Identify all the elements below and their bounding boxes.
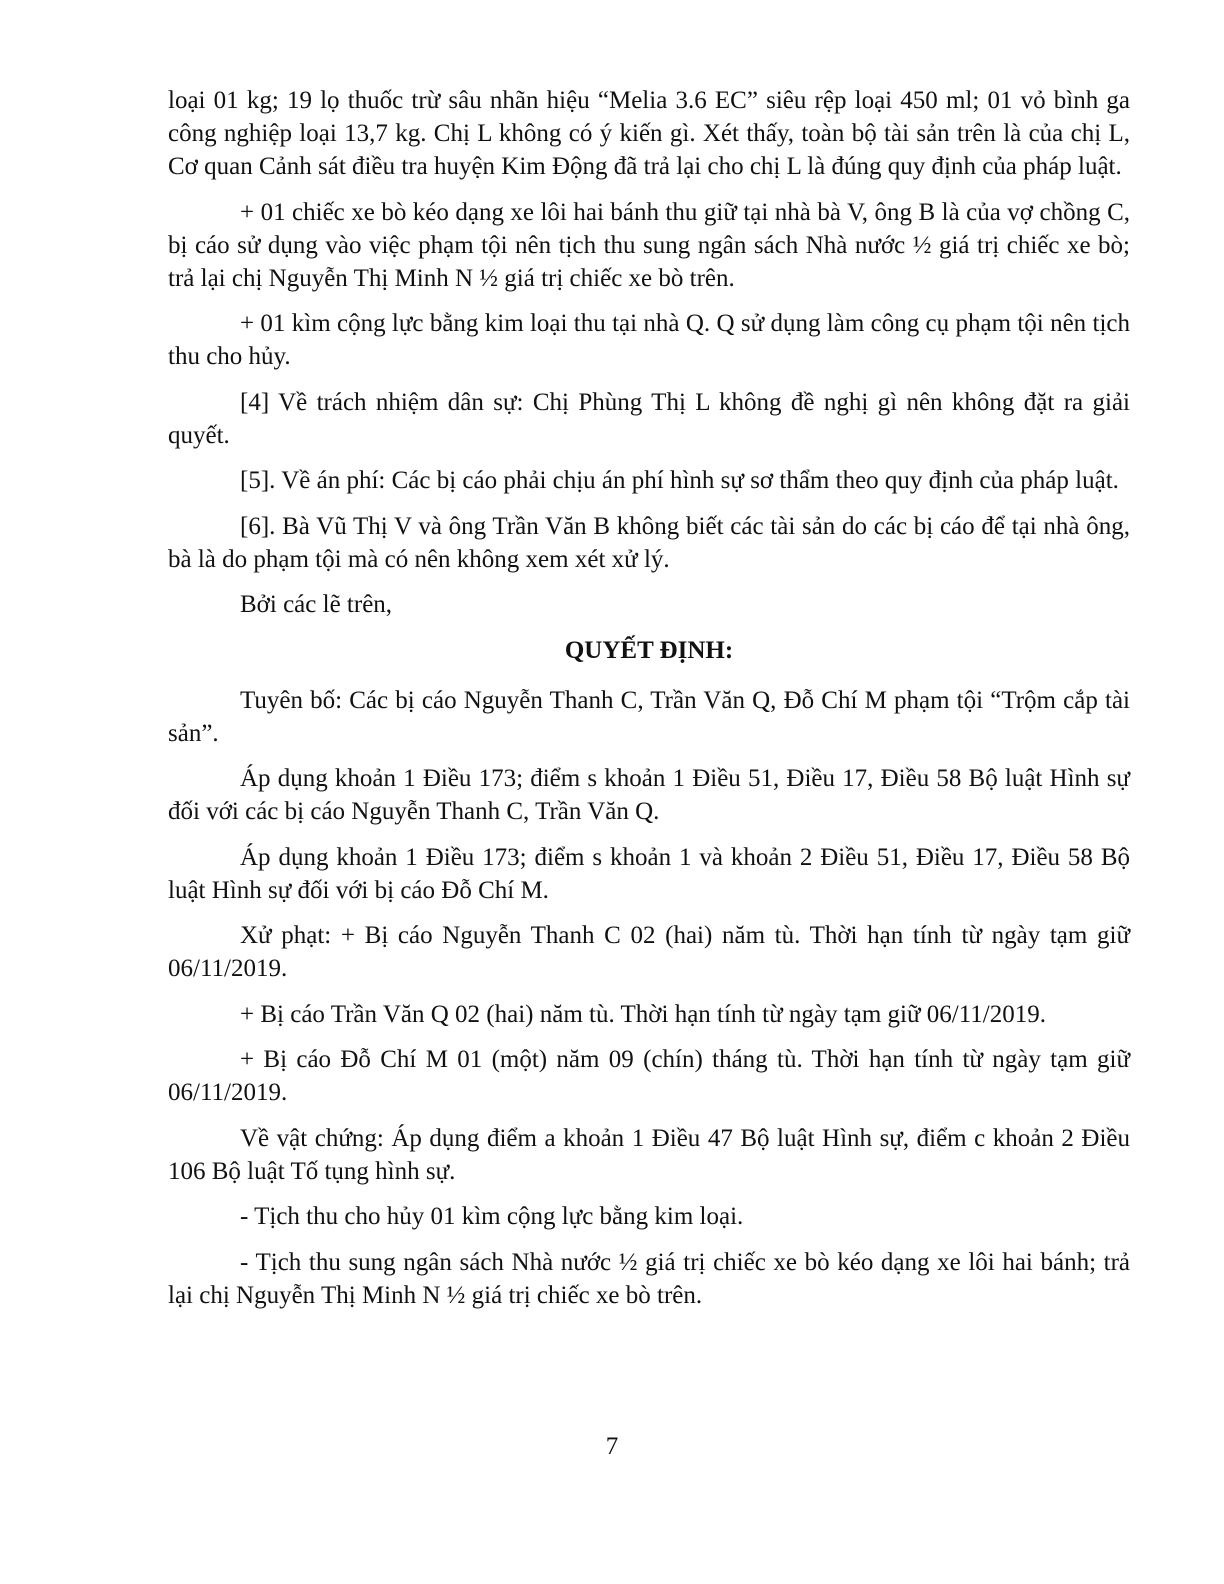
decision-heading: QUYẾT ĐỊNH: xyxy=(564,636,734,664)
paragraph-civil-liability: [4] Về trách nhiệm dân sự: Chị Phùng Thị L không đề nghị gì nên không đặt ra giải quyết. xyxy=(168,388,1130,449)
paragraph-bolt-cutter: + 01 kìm cộng lực bằng kim loại thu tại nhà Q. Q sử dụng làm công cụ phạm tội nên tịch thu cho hủy. xyxy=(168,310,1130,370)
paragraph-for-these-reasons: Bởi các lẽ trên, xyxy=(240,591,393,618)
paragraph-court-fees: [5]. Về án phí: Các bị cáo phải chịu án phí hình sự sơ thẩm theo quy định của pháp luật. xyxy=(240,467,1119,494)
paragraph-declaration: Tuyên bố: Các bị cáo Nguyễn Thanh C, Trần Văn Q, Đỗ Chí M phạm tội “Trộm cắp tài sản”. xyxy=(168,686,1130,747)
paragraph-third-parties: [6]. Bà Vũ Thị V và ông Trần Văn B không biết các tài sản do các bị cáo để tại nhà ông, bà là do phạm tội mà có nên không xem xét xử lý. xyxy=(168,512,1130,573)
paragraph-law-applied-c-q: Áp dụng khoản 1 Điều 173; điểm s khoản 1 Điều 51, Điều 17, Điều 58 Bộ luật Hình sự đối với các bị cáo Nguyễn Thanh C, Trần Văn Q. xyxy=(168,765,1130,825)
paragraph-sentence-q: + Bị cáo Trần Văn Q 02 (hai) năm tù. Thời hạn tính từ ngày tạm giữ 06/11/2019. xyxy=(240,1000,1046,1028)
paragraph-destroy-bolt-cutter: - Tịch thu cho hủy 01 kìm cộng lực bằng kim loại. xyxy=(240,1203,744,1230)
page-number: 7 xyxy=(605,1433,619,1460)
paragraph-cart-confiscation: + 01 chiếc xe bò kéo dạng xe lôi hai bánh thu giữ tại nhà bà V, ông B là của vợ chồng C, bị cáo sử dụng vào việc phạm tội nên tịch thu sung ngân sách Nhà nước ½ giá trị chiếc xe bò; trả lại chị Nguyễn Thị Minh N ½ giá trị chiếc xe bò trên. xyxy=(168,198,1130,292)
document-page xyxy=(168,84,1130,1324)
paragraph-evidence-handling: Về vật chứng: Áp dụng điểm a khoản 1 Điều 47 Bộ luật Hình sự, điểm c khoản 2 Điều 106 Bộ luật Tố tụng hình sự. xyxy=(168,1124,1130,1185)
paragraph-sentence-m: + Bị cáo Đỗ Chí M 01 (một) năm 09 (chín) tháng tù. Thời hạn tính từ ngày tạm giữ 06/11/2019. xyxy=(168,1046,1130,1106)
paragraph-law-applied-m: Áp dụng khoản 1 Điều 173; điểm s khoản 1 và khoản 2 Điều 51, Điều 17, Điều 58 Bộ luật Hình sự đối với bị cáo Đỗ Chí M. xyxy=(168,843,1130,904)
paragraph-sentence-c: Xử phạt: + Bị cáo Nguyễn Thanh C 02 (hai) năm tù. Thời hạn tính từ ngày tạm giữ 06/11/2019. xyxy=(168,922,1130,982)
paragraph-evidence-returned: loại 01 kg; 19 lọ thuốc trừ sâu nhãn hiệu “Melia 3.6 EC” siêu rệp loại 450 ml; 01 vỏ bình ga công nghiệp loại 13,7 kg. Chị L không có ý kiến gì. Xét thấy, toàn bộ tài sản trên là của chị L, Cơ quan Cảnh sát điều tra huyện Kim Động đã trả lại cho chị L là đúng quy định của pháp luật. xyxy=(168,87,1130,180)
paragraph-confiscate-cart: - Tịch thu sung ngân sách Nhà nước ½ giá trị chiếc xe bò kéo dạng xe lôi hai bánh; trả lại chị Nguyễn Thị Minh N ½ giá trị chiếc xe bò trên. xyxy=(168,1248,1130,1309)
